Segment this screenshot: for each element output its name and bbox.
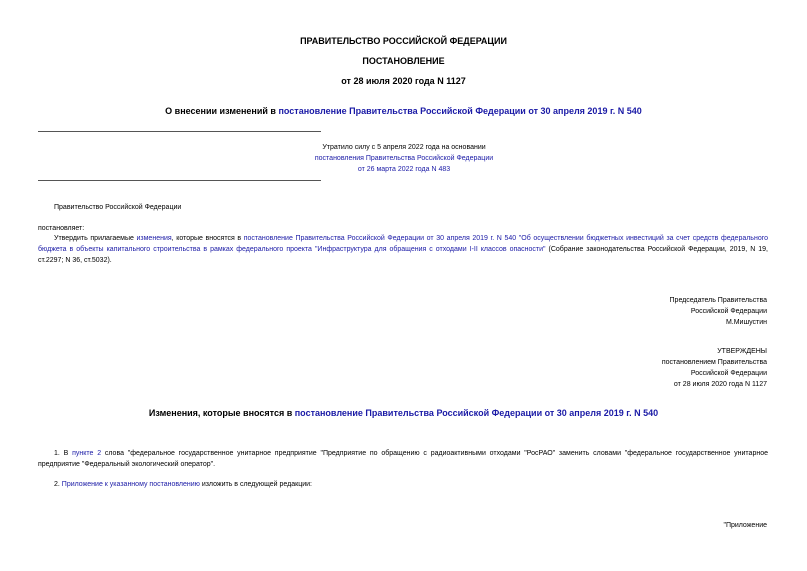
document-date-number: от 28 июля 2020 года N 1127 <box>341 76 466 86</box>
document-title <box>0 106 807 116</box>
repeal-notice-date-link[interactable]: от 26 марта 2022 года N 483 <box>357 166 451 173</box>
approved-block <box>662 346 767 390</box>
change-item-2 <box>38 479 768 490</box>
document-type-heading: ПОСТАНОВЛЕНИЕ <box>362 56 445 66</box>
approve-paragraph <box>38 233 768 266</box>
approve-text: (Собрание законодательства Российской Федерации, 2019, N 19, ст.2297; N 36, ст.5032). <box>38 246 769 264</box>
approved-organization: Российской Федерации <box>690 370 767 377</box>
approved-label: УТВЕРЖДЕНЫ <box>717 348 767 355</box>
signature-organization: Российской Федерации <box>690 308 767 315</box>
change-item-text: изложить в следующей редакции: <box>199 481 312 488</box>
signature-name: М.Мишустин <box>725 319 767 326</box>
government-heading: ПРАВИТЕЛЬСТВО РОССИЙСКОЙ ФЕДЕРАЦИИ <box>300 36 507 46</box>
signature-position: Председатель Правительства <box>669 297 767 304</box>
repeal-notice <box>311 142 497 175</box>
government-label: Правительство Российской Федерации <box>54 204 182 211</box>
change-item-1 <box>38 448 768 470</box>
changes-heading-prefix: Изменения, которые вносятся в <box>148 408 295 418</box>
document-title-prefix: О внесении изменений в <box>165 106 279 116</box>
changes-heading-link[interactable]: постановление Правительства Российской Федерации от 30 апреля 2019 г. N 540 <box>294 408 659 418</box>
decrees-label: постановляет: <box>38 225 85 232</box>
approved-date: от 28 июля 2020 года N 1127 <box>673 381 767 388</box>
change-item-text: 2. <box>54 481 62 488</box>
changes-heading <box>0 408 807 418</box>
divider-bottom <box>38 180 321 181</box>
approve-text: Утвердить прилагаемые <box>54 235 137 242</box>
repeal-notice-link[interactable]: постановления Правительства Российской Федерации <box>314 155 494 162</box>
approve-text: , которые вносятся в <box>171 235 244 242</box>
repeal-notice-line: Утратило силу с 5 апреля 2022 года на основании <box>322 144 486 151</box>
change-item-text: слова "федеральное государственное унитарное предприятие "Предприятие по обращению с радиоактивными отходами "РосРАО" заменить словами "федеральное государственное унитарное предприятие "Федеральный экологический оператор". <box>38 450 768 468</box>
change-item-text: 1. В <box>54 450 73 457</box>
appendix-label: "Приложение <box>723 522 767 529</box>
document-title-link[interactable]: постановление Правительства Российской Федерации от 30 апреля 2019 г. N 540 <box>278 106 642 116</box>
clause-2-link[interactable]: пункте 2 <box>72 450 102 457</box>
approved-by: постановлением Правительства <box>661 359 767 366</box>
appendix-link[interactable]: Приложение к указанному постановлению <box>61 481 200 488</box>
resolution-540-link[interactable]: постановление Правительства Российской Федерации от 30 апреля 2019 г. N 540 "Об осуществлении бюджетных инвестиций за счет средств федерального бюджета в объекты капитального строительства в рамках федерального проекта "Инфраструктура для обращения с отходами I-II классов опасности" <box>38 235 769 253</box>
changes-link[interactable]: изменения <box>136 235 172 242</box>
signature-block <box>670 295 767 328</box>
divider-top <box>38 131 321 132</box>
